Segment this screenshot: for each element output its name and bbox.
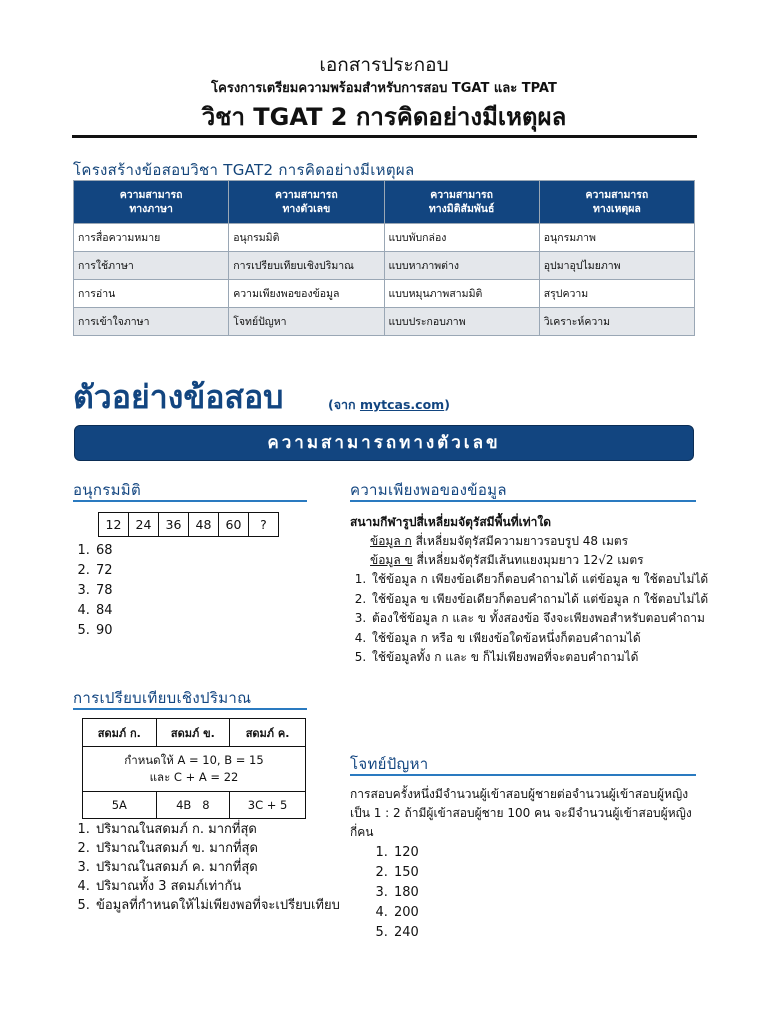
comparison-options: [66, 820, 344, 915]
header-rule: [72, 135, 697, 138]
table-row: [74, 280, 695, 308]
word-problem-heading: โจทย์ปัญหา: [350, 755, 429, 773]
structure-title: โครงสร้างข้อสอบวิชา TGAT2 การคิดอย่างมีเหตุผล: [73, 161, 415, 179]
table-cell: อนุกรมมิติ: [229, 224, 384, 252]
table-cell: การสื่อความหมาย: [74, 224, 229, 252]
table-cell: แบบหาภาพต่าง: [384, 252, 539, 280]
answer-option[interactable]: 4. 200: [392, 903, 419, 923]
header-reasoning: ความสามารถ ทางเหตุผล: [539, 181, 694, 224]
table-cell: การใช้ภาษา: [74, 252, 229, 280]
table-cell: การเปรียบเทียบเชิงปริมาณ: [229, 252, 384, 280]
answer-option[interactable]: 3. 180: [392, 883, 419, 903]
sequence-cell: 12: [99, 513, 129, 537]
answer-option[interactable]: 5. 90: [94, 621, 113, 641]
comparison-heading: การเปรียบเทียบเชิงปริมาณ: [73, 689, 252, 707]
answer-option[interactable]: 2. 72: [94, 561, 113, 581]
answer-option[interactable]: 2. ใช้ข้อมูล ข เพียงข้อเดียวก็ตอบคำถามได้ แต่ข้อมูล ก ใช้ตอบไม่ได้: [370, 590, 715, 610]
answer-option[interactable]: 4. 84: [94, 601, 113, 621]
header-spatial: ความสามารถ ทางมิติสัมพันธ์: [384, 181, 539, 224]
table-row: [74, 252, 695, 280]
structure-table: [73, 180, 695, 336]
answer-option[interactable]: 1. ปริมาณในสดมภ์ ก. มากที่สุด: [94, 820, 344, 839]
given-conditions: กำหนดให้ A = 10, B = 15 และ C + A = 22: [83, 747, 306, 792]
answer-option[interactable]: 3. ปริมาณในสดมภ์ ค. มากที่สุด: [94, 858, 344, 877]
table-cell: ความเพียงพอของข้อมูล: [229, 280, 384, 308]
sequence-cell: ?: [249, 513, 279, 537]
word-problem-question: การสอบครั้งหนึ่งมีจำนวนผู้เข้าสอบผู้ชายต่อจำนวนผู้เข้าสอบผู้หญิงเป็น 1 : 2 ถ้ามีผู้เข้าสอบผู้ชาย 100 คน จะมีจำนวนผู้เข้าสอบผู้หญิงกี่คน: [350, 787, 692, 839]
data-a: ข้อมูล ก สี่เหลี่ยมจัตุรัสมีความยาวรอบรูป 48 เมตร: [370, 534, 629, 548]
table-cell: โจทย์ปัญหา: [229, 308, 384, 336]
sequence-table: [98, 512, 279, 537]
table-cell: แบบพับกล่อง: [384, 224, 539, 252]
data-b: ข้อมูล ข สี่เหลี่ยมจัตุรัสมีเส้นทแยงมุมยาว 12√2 เมตร: [370, 553, 644, 567]
sufficiency-heading: ความเพียงพอของข้อมูล: [350, 481, 507, 499]
sequence-heading-rule: [73, 500, 307, 502]
page-title: วิชา TGAT 2 การคิดอย่างมีเหตุผล: [201, 103, 567, 131]
table-cell: อนุกรมภาพ: [539, 224, 694, 252]
answer-option[interactable]: 3. ต้องใช้ข้อมูล ก และ ข ทั้งสองข้อ จึงจะเพียงพอสำหรับตอบคำถาม: [370, 609, 715, 629]
column-value: 4B 8: [156, 792, 230, 819]
answer-option[interactable]: 5. ข้อมูลที่กำหนดให้ไม่เพียงพอที่จะเปรียบเทียบ: [94, 896, 344, 915]
word-problem-options: [364, 843, 419, 943]
header-language: ความสามารถ ทางภาษา: [74, 181, 229, 224]
column-value: 5A: [83, 792, 157, 819]
answer-option[interactable]: 1. 68: [94, 541, 113, 561]
answer-option[interactable]: 5. 240: [392, 923, 419, 943]
section-banner: ความสามารถทางตัวเลข: [74, 425, 694, 461]
sequence-cell: 36: [159, 513, 189, 537]
table-row: [74, 308, 695, 336]
table-cell: แบบประกอบภาพ: [384, 308, 539, 336]
sequence-cell: 60: [219, 513, 249, 537]
column-header: สดมภ์ ข.: [156, 719, 230, 747]
examples-title: ตัวอย่างข้อสอบ: [73, 378, 284, 416]
answer-option[interactable]: 2. 150: [392, 863, 419, 883]
document-label: เอกสารประกอบ: [319, 54, 449, 76]
word-problem-heading-rule: [350, 774, 696, 776]
answer-option[interactable]: 5. ใช้ข้อมูลทั้ง ก และ ข ก็ไม่เพียงพอที่จะตอบคำถามได้: [370, 648, 715, 668]
column-header: สดมภ์ ก.: [83, 719, 157, 747]
table-cell: การเข้าใจภาษา: [74, 308, 229, 336]
column-value: 3C + 5: [230, 792, 306, 819]
table-cell: การอ่าน: [74, 280, 229, 308]
project-subtitle: โครงการเตรียมความพร้อมสำหรับการสอบ TGAT และ TPAT: [211, 81, 557, 96]
sufficiency-options: [342, 570, 715, 668]
column-header: สดมภ์ ค.: [230, 719, 306, 747]
comparison-table: [82, 718, 306, 819]
sufficiency-heading-rule: [350, 500, 696, 502]
table-cell: อุปมาอุปไมยภาพ: [539, 252, 694, 280]
header-number: ความสามารถ ทางตัวเลข: [229, 181, 384, 224]
answer-option[interactable]: 4. ใช้ข้อมูล ก หรือ ข เพียงข้อใดข้อหนึ่งก็ตอบคำถามได้: [370, 629, 715, 649]
answer-option[interactable]: 4. ปริมาณทั้ง 3 สดมภ์เท่ากัน: [94, 877, 344, 896]
sufficiency-question: สนามกีฬารูปสี่เหลี่ยมจัตุรัสมีพื้นที่เท่าใด: [350, 515, 552, 529]
answer-option[interactable]: 2. ปริมาณในสดมภ์ ข. มากที่สุด: [94, 839, 344, 858]
source-link[interactable]: mytcas.com: [359, 397, 445, 412]
sequence-heading: อนุกรมมิติ: [73, 481, 142, 499]
sequence-options: [66, 541, 113, 641]
sequence-cell: 48: [189, 513, 219, 537]
table-cell: สรุปความ: [539, 280, 694, 308]
comparison-heading-rule: [73, 708, 307, 710]
table-cell: วิเคราะห์ความ: [539, 308, 694, 336]
answer-option[interactable]: 3. 78: [94, 581, 113, 601]
answer-option[interactable]: 1. 120: [392, 843, 419, 863]
sequence-cell: 24: [129, 513, 159, 537]
table-row: [74, 224, 695, 252]
answer-option[interactable]: 1. ใช้ข้อมูล ก เพียงข้อเดียวก็ตอบคำถามได้ แต่ข้อมูล ข ใช้ตอบไม่ได้: [370, 570, 715, 590]
examples-source: (จาก mytcas.com): [328, 397, 450, 412]
table-cell: แบบหมุนภาพสามมิติ: [384, 280, 539, 308]
